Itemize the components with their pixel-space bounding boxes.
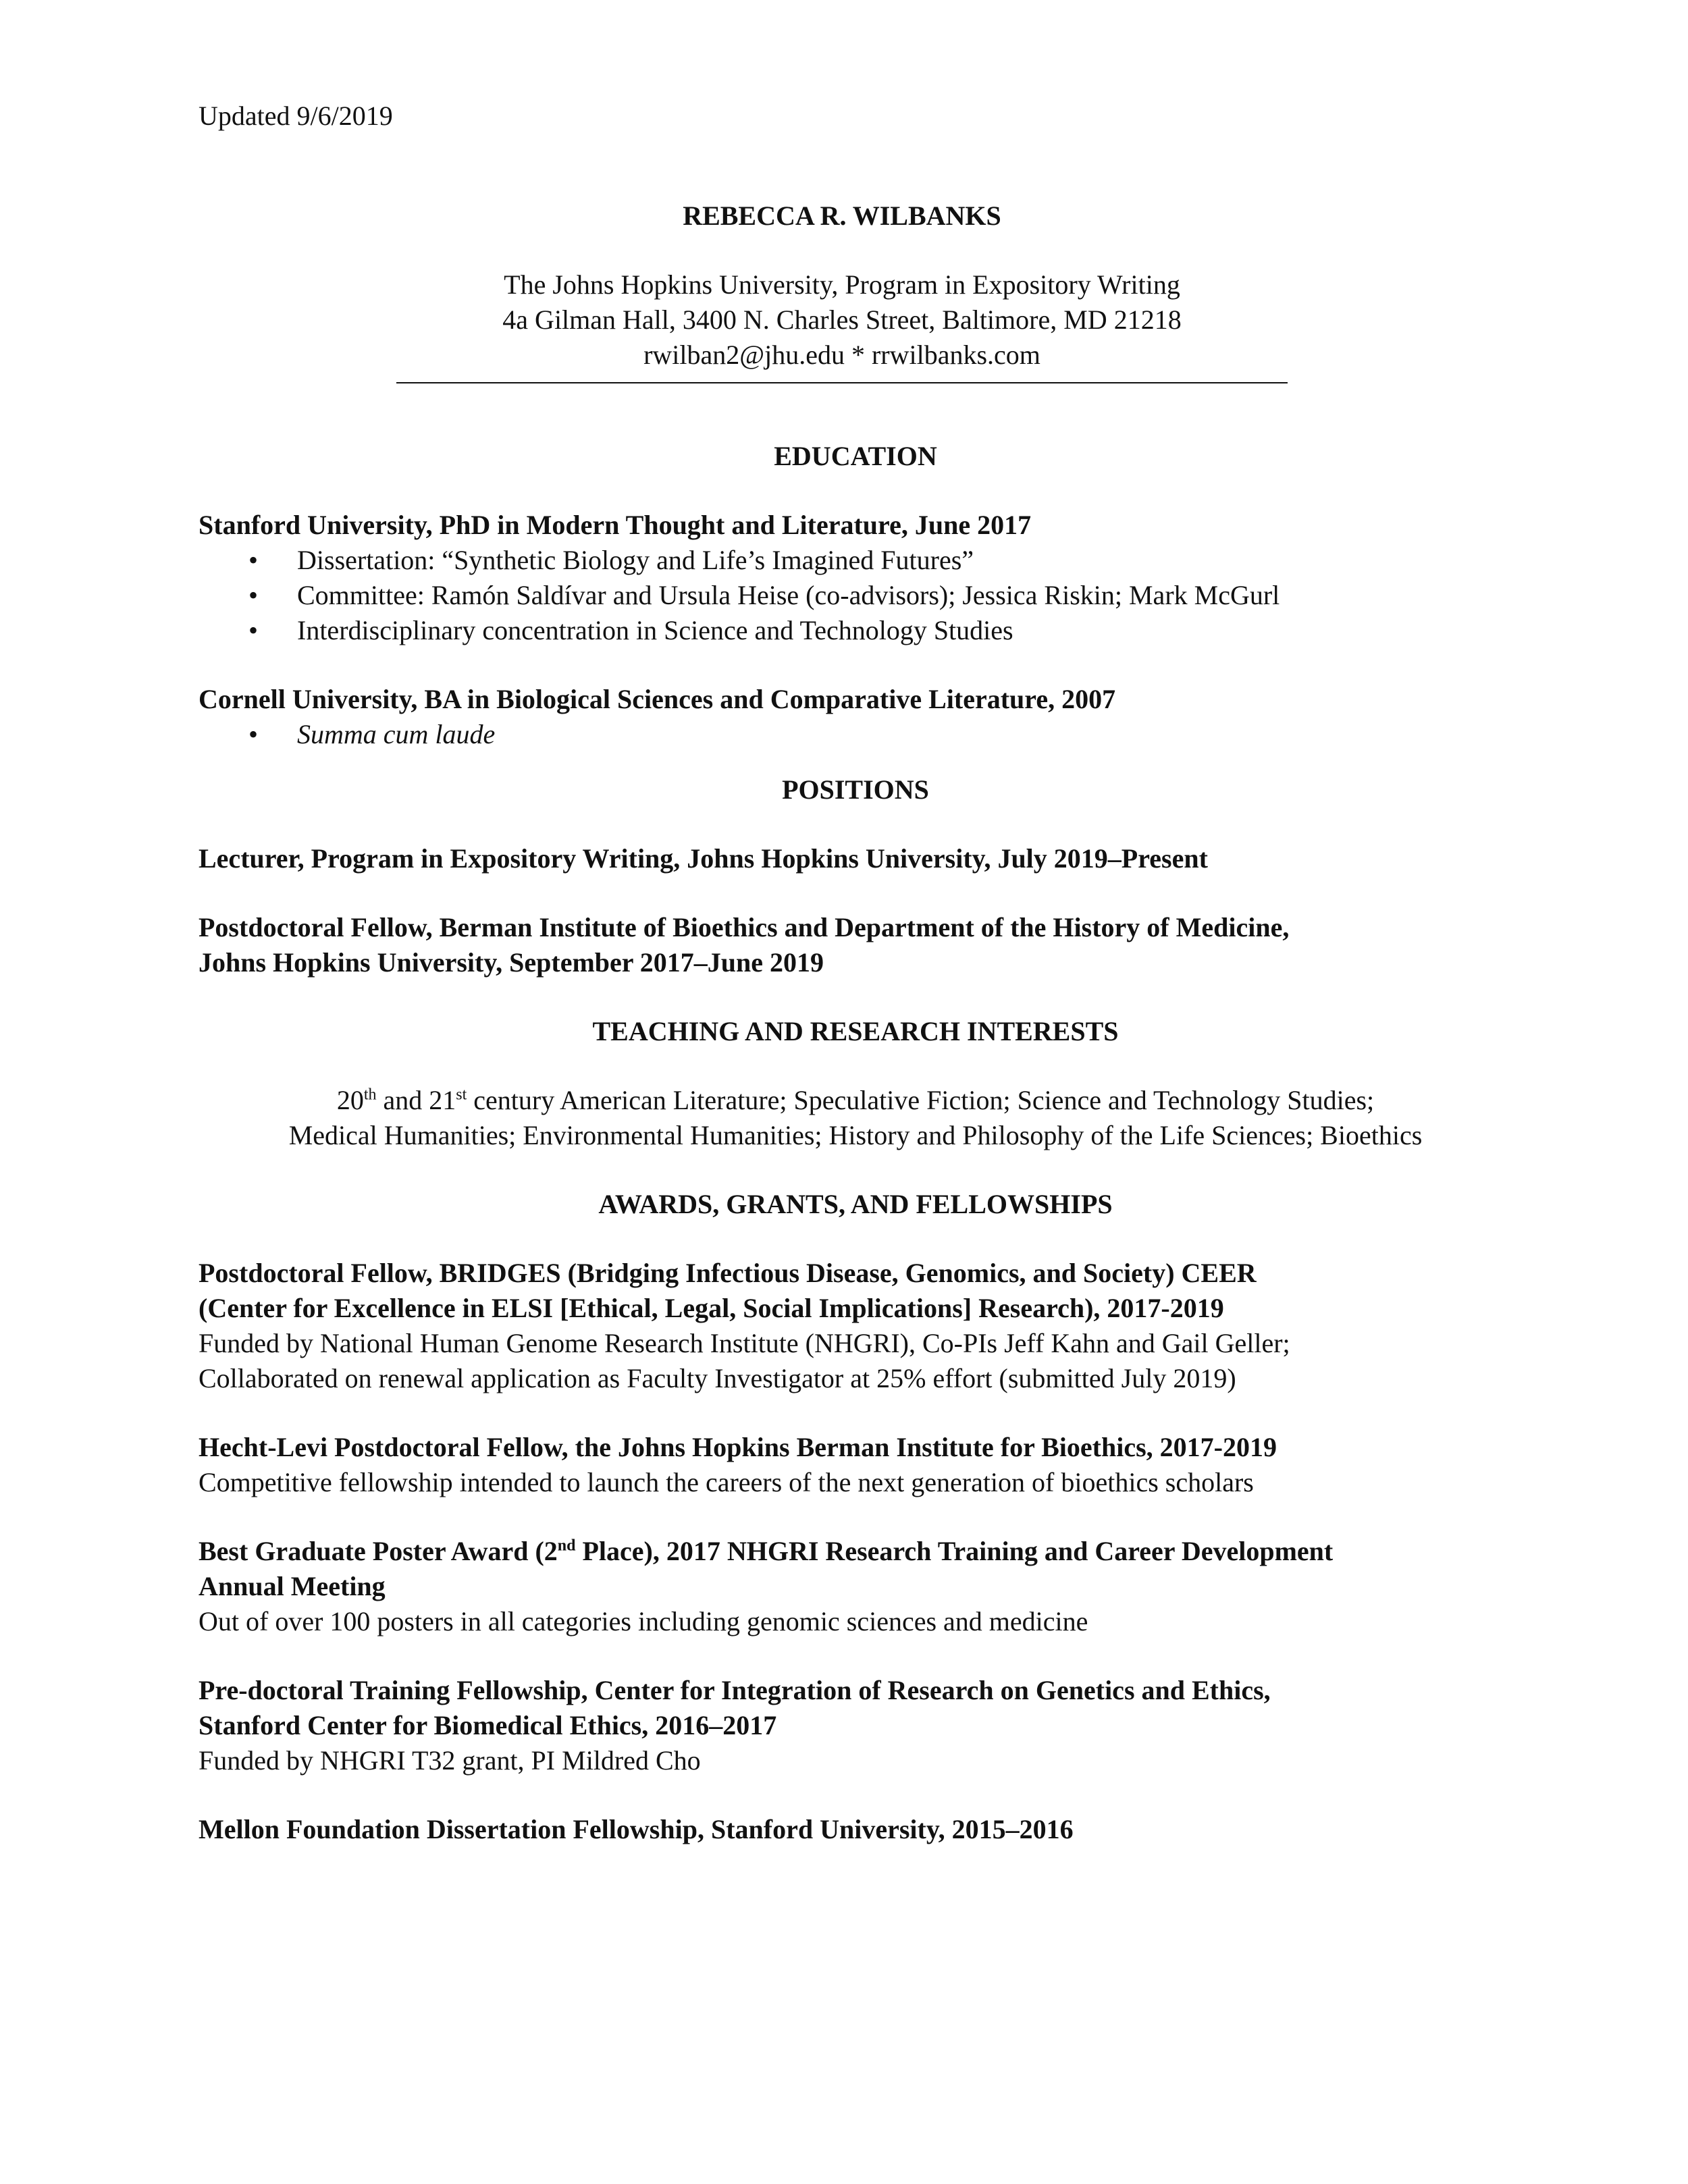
affiliation: The Johns Hopkins University, Program in Expository Writing xyxy=(504,269,1180,300)
list-item: • Summa cum laude xyxy=(199,717,1512,752)
award-hecht-levi xyxy=(199,1430,1512,1500)
entry-title: Johns Hopkins University, September 2017–June 2019 xyxy=(199,947,824,978)
entry-title: Cornell University, BA in Biological Sciences and Comparative Literature, 2007 xyxy=(199,684,1116,714)
position-postdoc xyxy=(199,910,1512,980)
list-item: • Dissertation: “Synthetic Biology and Life’s Imagined Futures” xyxy=(199,543,1512,578)
interests-heading: TEACHING AND RESEARCH INTERESTS xyxy=(592,1016,1119,1046)
cornell-bullet-list xyxy=(199,717,1512,752)
award-poster xyxy=(199,1534,1512,1639)
entry-description: Funded by NHGRI T32 grant, PI Mildred Cho xyxy=(199,1745,701,1776)
entry-title: Pre-doctoral Training Fellowship, Center for Integration of Research on Genetics and Ethics, xyxy=(199,1675,1271,1705)
entry-title: Stanford Center for Biomedical Ethics, 2016–2017 xyxy=(199,1710,777,1740)
entry-title: Postdoctoral Fellow, Berman Institute of Bioethics and Department of the History of Medicine, xyxy=(199,912,1290,942)
address: 4a Gilman Hall, 3400 N. Charles Street, Baltimore, MD 21218 xyxy=(502,304,1182,335)
entry-title: Best Graduate Poster Award (2nd Place), 2017 NHGRI Research Training and Career Development xyxy=(199,1536,1334,1566)
list-item: • Committee: Ramón Saldívar and Ursula Heise (co-advisors); Jessica Riskin; Mark McGurl xyxy=(199,578,1512,613)
entry-title: (Center for Excellence in ELSI [Ethical, Legal, Social Implications] Research), 2017-2019 xyxy=(199,1293,1224,1323)
cv-header xyxy=(199,198,1485,383)
interests-text xyxy=(199,1083,1512,1153)
entry-description: Funded by National Human Genome Research Institute (NHGRI), Co-PIs Jeff Kahn and Gail Geller; xyxy=(199,1328,1290,1358)
entry-description: Competitive fellowship intended to launch the careers of the next generation of bioethics scholars xyxy=(199,1467,1254,1497)
list-item: • Interdisciplinary concentration in Science and Technology Studies xyxy=(199,613,1512,648)
bullet-icon: • xyxy=(248,615,259,645)
updated-date: Updated 9/6/2019 xyxy=(199,101,393,131)
entry-title: Mellon Foundation Dissertation Fellowship, Stanford University, 2015–2016 xyxy=(199,1814,1074,1844)
bullet-icon: • xyxy=(248,719,259,749)
award-mellon xyxy=(199,1812,1512,1847)
contact-line: rwilban2@jhu.edu * rrwilbanks.com xyxy=(643,340,1040,370)
award-bridges xyxy=(199,1256,1512,1396)
header-divider xyxy=(396,382,1288,383)
entry-description: Collaborated on renewal application as Faculty Investigator at 25% effort (submitted July 2019) xyxy=(199,1363,1236,1393)
position-lecturer xyxy=(199,841,1512,876)
entry-title: Postdoctoral Fellow, BRIDGES (Bridging Infectious Disease, Genomics, and Society) CEER xyxy=(199,1258,1257,1288)
education-stanford xyxy=(199,508,1512,648)
entry-title: Stanford University, PhD in Modern Thought and Literature, June 2017 xyxy=(199,510,1032,540)
entry-title: Hecht-Levi Postdoctoral Fellow, the Johns Hopkins Berman Institute for Bioethics, 2017-2019 xyxy=(199,1432,1277,1462)
stanford-bullet-list xyxy=(199,543,1512,648)
positions-heading: POSITIONS xyxy=(782,774,929,805)
award-predoc xyxy=(199,1673,1512,1778)
entry-title: Lecturer, Program in Expository Writing, Johns Hopkins University, July 2019–Present xyxy=(199,843,1208,874)
person-name: REBECCA R. WILBANKS xyxy=(683,201,1001,231)
bullet-icon: • xyxy=(248,545,259,575)
education-heading: EDUCATION xyxy=(774,441,937,471)
entry-description: Out of over 100 posters in all categories including genomic sciences and medicine xyxy=(199,1606,1088,1636)
interests-line-2: Medical Humanities; Environmental Humanities; History and Philosophy of the Life Sciences; Bioethics xyxy=(288,1120,1423,1150)
entry-title: Annual Meeting xyxy=(199,1571,386,1601)
bullet-icon: • xyxy=(248,580,259,610)
cv-body xyxy=(199,439,1512,1847)
education-cornell xyxy=(199,682,1512,752)
awards-heading: AWARDS, GRANTS, AND FELLOWSHIPS xyxy=(598,1189,1113,1219)
interests-line-1: 20th and 21st century American Literature; Speculative Fiction; Science and Technology Studies; xyxy=(336,1085,1375,1115)
